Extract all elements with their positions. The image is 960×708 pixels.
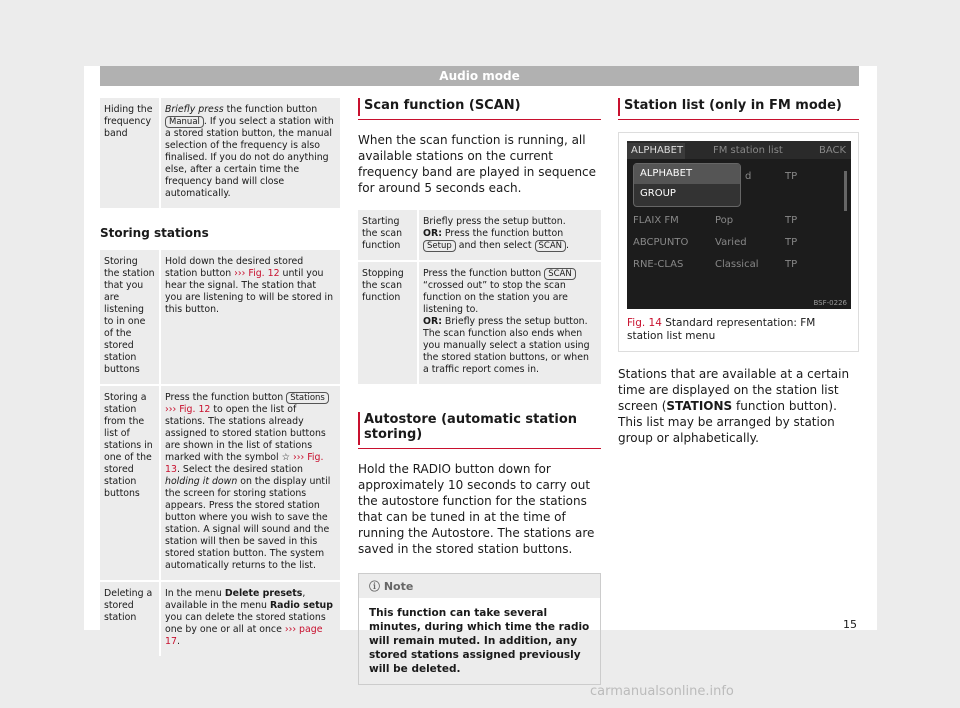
scan-button-label: SCAN: [535, 240, 567, 252]
row-label: Hiding the frequency band: [104, 104, 153, 139]
storing-heading: Storing stations: [100, 226, 209, 240]
figure-code: BSF-0226: [813, 299, 847, 307]
setup-button-label: Setup: [423, 240, 456, 252]
column-middle: [358, 98, 601, 685]
hiding-table: [100, 98, 340, 208]
row-label: Stopping the scan function: [358, 261, 418, 384]
screen-title: FM station list: [713, 145, 783, 156]
row-label: Deleting a stored station: [100, 581, 160, 656]
row-text: Press the function button SCAN “crossed out” to stop the scan function on the station you are listening to. OR: Briefly press the setup button. The scan function also ends when you manually select a station using the stored station buttons, or when a traffic report comes in.: [418, 261, 601, 384]
fm-station-list-screen: [627, 141, 851, 309]
row-text: Hold down the desired stored station button ››› Fig. 12 until you hear the signal. The station that you are listening to will be stored in this button.: [160, 250, 340, 385]
column-left: [100, 98, 340, 656]
figure-14: [618, 132, 859, 352]
info-icon: ⓘ: [369, 580, 384, 593]
column-right: [618, 98, 859, 446]
menu-item-group[interactable]: GROUP: [640, 188, 676, 199]
scan-paragraph: When the scan function is running, all available stations on the current frequency band are played in sequence for around 5 seconds each.: [358, 133, 597, 195]
row-text: Press the function button Stations ››› Fig. 12 to open the list of stations. The stations already assigned to stored station buttons are shown in the list of stations marked with the symbol ☆ ››› Fig. 13. Select the desired station holding it down on the display until the screen for storing stations appears. Press the stored station button where you wish to save the station. A signal will sound and the station will then be saved in this stored station button. The system automatically returns to the list.: [160, 385, 340, 581]
row-label: Starting the scan function: [362, 216, 403, 251]
storing-table: [100, 250, 340, 656]
autostore-heading: Autostore (automatic station storing): [358, 412, 601, 449]
figure-caption: Fig. 14 Standard representation: FM station list menu: [627, 317, 816, 342]
autostore-paragraph: Hold the RADIO button down for approximately 10 seconds to carry out the autostore function for the stations that can be tuned in at the time of running the Autostore. The stations are saved in the stored station buttons.: [358, 462, 595, 556]
station-list-heading: Station list (only in FM mode): [618, 98, 859, 120]
manual-button-label: Manual: [165, 116, 204, 128]
sort-menu: [633, 163, 741, 207]
page-number: 15: [843, 618, 857, 631]
row-text: In the menu Delete presets, available in the menu Radio setup you can delete the stored stations one by one or all at once ››› page 17.: [160, 581, 340, 656]
station-row[interactable]: RNE-CLAS Classical TP: [633, 259, 798, 270]
stations-button-label: Stations: [286, 392, 329, 404]
row-text: Briefly press the function button Manual . If you select a station with a stored station button, the manual selection of the frequency is also finalised. If you do not do anything else, after a certain time the frequency band will close automatically.: [160, 98, 340, 208]
station-row[interactable]: FLAIX FM Pop TP: [633, 215, 798, 226]
note-text: This function can take several minutes, during which time the radio will remain muted. In addition, any stored stations assigned previously will be deleted.: [369, 607, 590, 675]
tp-label: TP: [785, 171, 798, 182]
scan-heading: Scan function (SCAN): [358, 98, 601, 120]
genre-label: d: [745, 171, 752, 182]
menu-item-alphabet[interactable]: ALPHABET: [634, 164, 740, 184]
scrollbar[interactable]: [844, 171, 847, 211]
note-header: ⓘ Note: [359, 574, 600, 598]
back-button[interactable]: BACK: [819, 145, 847, 156]
row-text: Briefly press the setup button. OR: Press the function button Setup and then select SCAN .: [418, 210, 601, 261]
station-list-paragraph: Stations that are available at a certain time are displayed on the station list screen (STATIONS function button). This list may be arranged by station group or alphabetically.: [618, 367, 850, 445]
section-header: Audio mode: [100, 66, 859, 86]
alphabet-tab[interactable]: ALPHABET: [627, 143, 685, 159]
row-label: Storing a station from the list of stations in one of the stored station buttons: [100, 385, 160, 581]
note-box: [358, 573, 601, 685]
station-row[interactable]: ABCPUNTO Varied TP: [633, 237, 798, 248]
watermark: carmanualsonline.info: [590, 684, 734, 699]
row-label: Storing the station that you are listening to in one of the stored station buttons: [104, 256, 155, 375]
scan-table: [358, 210, 601, 384]
scan-button-label: SCAN: [544, 268, 576, 280]
